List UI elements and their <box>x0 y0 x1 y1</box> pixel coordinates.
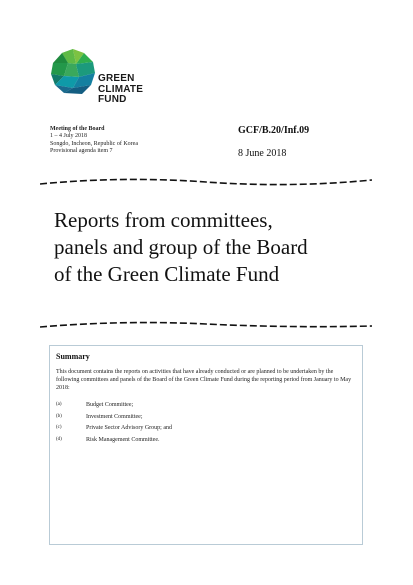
summary-box <box>49 345 363 545</box>
list-item <box>56 425 356 437</box>
list-item <box>56 414 356 426</box>
title-line-2: panels and group of the Board <box>54 235 308 259</box>
agenda-item: Provisional agenda item 7 <box>50 148 113 155</box>
list-marker: (c) <box>56 425 62 430</box>
page-title <box>54 207 374 288</box>
list-item <box>56 402 356 414</box>
document-date: 8 June 2018 <box>238 148 287 159</box>
document-reference: GCF/B.20/Inf.09 <box>238 125 310 136</box>
gcf-logo <box>50 48 160 108</box>
wave-divider-bottom <box>40 318 372 330</box>
list-item <box>56 437 356 449</box>
list-marker: (a) <box>56 402 62 407</box>
list-text: Private Sector Advisory Group; and <box>86 425 172 431</box>
summary-heading: Summary <box>56 352 90 361</box>
list-text: Investment Committee; <box>86 413 143 420</box>
logo-wordmark <box>98 74 143 106</box>
list-marker: (b) <box>56 413 62 419</box>
title-line-1: Reports from committees, <box>54 208 273 232</box>
list-marker: (d) <box>56 436 62 442</box>
summary-list <box>56 402 356 448</box>
logo-word-fund: FUND <box>98 94 127 105</box>
list-text: Budget Committee; <box>86 402 134 408</box>
wave-divider-top <box>40 176 372 188</box>
title-line-3: of the Green Climate Fund <box>54 262 280 286</box>
meeting-info <box>50 126 230 156</box>
meeting-location: Songdo, Incheon, Republic of Korea <box>50 140 138 147</box>
list-text: Risk Management Committee. <box>86 436 160 443</box>
logo-word-climate: CLIMATE <box>98 83 144 95</box>
summary-body: This document contains the reports on activities that have already conducted or are planned to be undertaken by the following committees and panels of the Board of the Green Climate Fund during the reporting period from January to May 2018: <box>56 369 352 391</box>
meeting-dates: 1 – 4 July 2018 <box>50 133 88 140</box>
meeting-title: Meeting of the Board <box>50 126 105 132</box>
logo-word-green: GREEN <box>98 73 135 84</box>
globe-icon <box>50 48 96 96</box>
